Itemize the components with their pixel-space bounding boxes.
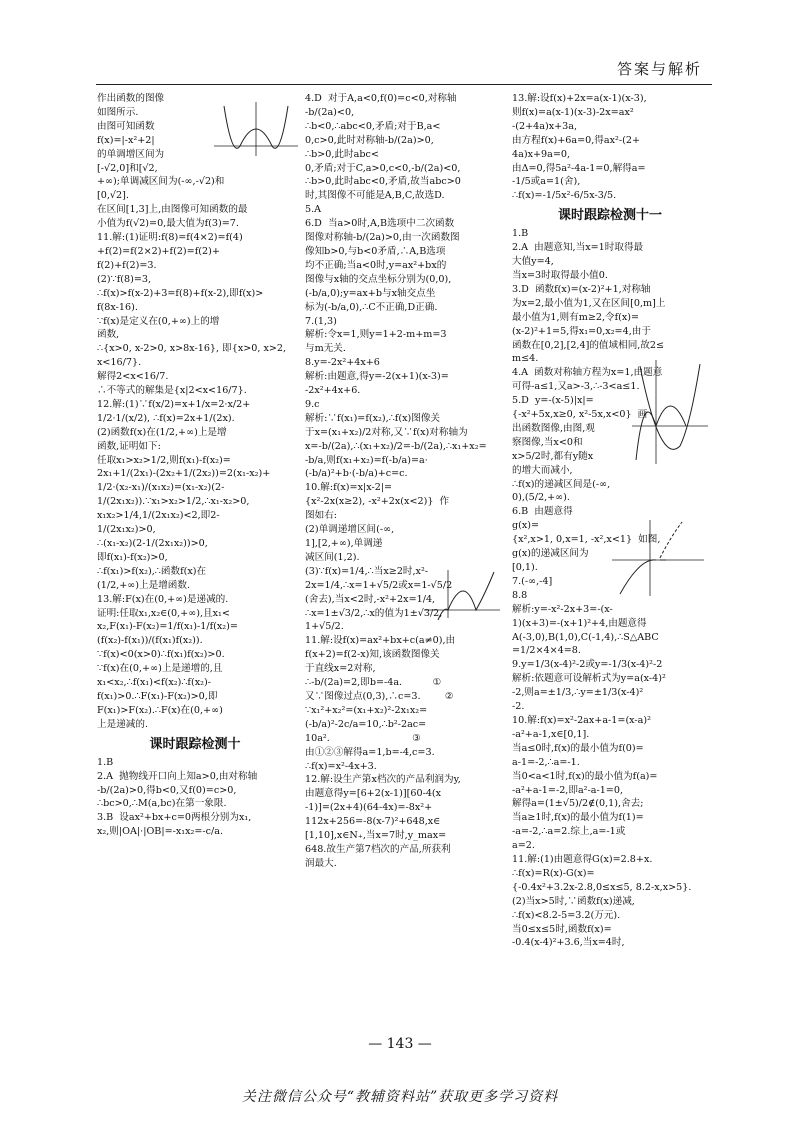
text-line: 解得a=(1±√5)/2∉(0,1),舍去; [512, 798, 644, 810]
text-line: (x-2)²+1=5,得x₁=0,x₂=4,由于 [512, 325, 651, 337]
text-line: (f(x₂)-f(x₁))/(f(x₁)f(x₂)). [97, 635, 203, 647]
text-line: 11.解:设f(x)=ax²+bx+c(a≠0),由 [305, 635, 456, 647]
text-line: a=2. [512, 840, 535, 852]
text-line: ∵f(x)<0(x>0)∴f(x₁)f(x₂)>0. [97, 649, 225, 661]
text-line: x₂,则|OA|·|OB|=-x₁x₂=-c/a. [97, 826, 224, 838]
text-line: ∵x₁²+x₂²=(x₁+x₂)²-2x₁x₂= [305, 704, 428, 716]
text-line: -b/(2a)<0, [305, 106, 355, 118]
text-line: f(x₁)>0.∴F(x₁)-F(x₂)>0,即 [97, 690, 218, 702]
text-line: 1.B [512, 228, 529, 240]
text-line: f(2)+f(2)=3. [97, 259, 157, 271]
text-line: 12.解:设生产第x档次的产品利润为y, [305, 774, 461, 786]
text-line: 由图可知函数 [97, 120, 155, 132]
text-line: -2,则a=±1/3,∴y=±1/3(x-4)² [512, 687, 644, 699]
text-line: [1,10],x∈N₊,当x=7时,y_max= [305, 830, 447, 842]
text-line: (-b/a)²-2c/a=10,∴b²-2ac= [305, 718, 427, 730]
text-line: 11.解:(1)由题意得G(x)=2.8+x. [512, 854, 653, 866]
text-line: 察图像,当x<0和 [512, 436, 583, 448]
text-line: g(x)= [512, 520, 540, 532]
text-line: 9.c [305, 398, 320, 410]
text-line: 小值为f(√2)=0,最大值为f(3)=7. [97, 218, 239, 230]
text-line: (-b/a)²+b·(-b/a)+c=c. [305, 468, 408, 480]
text-line: +f(2)=f(2×2)+f(2)=f(2)+ [97, 245, 220, 257]
text-line: 出函数图像,由图,观 [512, 422, 595, 434]
graph-abs-parabola-figure [210, 98, 302, 160]
text-line: 112x+256=-8(x-7)²+648,x∈ [305, 816, 441, 828]
text-line: 1)(x+3)=-(x+1)²+4,由题意得 [512, 617, 647, 629]
text-line: 12.解:(1)∵f(x/2)=x+1/x=2·x/2+ [97, 398, 251, 410]
text-line: ∴f(x)<8.2-5=3.2(万元). [512, 909, 621, 921]
text-line: 3.B 设ax²+bx+c=0两根分别为x₁, [97, 812, 252, 824]
text-line: 1.B [97, 756, 114, 768]
text-line: ∴不等式的解集是{x|2<x<16/7}. [97, 385, 247, 397]
text-line: 13.解:F(x)在(0,+∞)是递减的. [97, 593, 229, 605]
text-line: +∞);单调减区间为(-∞,-√2)和 [97, 176, 225, 188]
text-line: 由Δ=0,得5a²-4a-1=0,解得a= [512, 162, 646, 174]
text-line: {x²-2x(x≥2), -x²+2x(x<2)} 作 [305, 496, 450, 508]
graph-gx-figure [610, 518, 706, 598]
text-line: x₁<x₂,∴f(x₁)<f(x₂)∴f(x₂)- [97, 677, 211, 689]
text-line: [0,√2]. [97, 190, 129, 202]
text-line: 6.D 当a>0时,A,B选项中二次函数 [305, 218, 455, 230]
text-line: 2.A 由题意知,当x=1时取得最 [512, 242, 644, 254]
text-line: f(x+2)=f(2-x)知,该函数图像关 [305, 649, 440, 661]
text-line: m≤4. [512, 353, 539, 365]
text-line: 减区间(1,2). [305, 551, 360, 563]
text-line: -b/a,则f(x₁+x₂)=f(-b/a)=a· [305, 454, 428, 466]
text-line: -(2+4a)x+3a, [512, 120, 578, 132]
text-line: (2)单调递增区间(-∞, [305, 524, 395, 536]
text-line: 最小值为1,则有m≥2,令f(x)= [512, 311, 640, 323]
text-line: -2. [512, 701, 525, 713]
text-line: 解析:∵f(x₁)=f(x₂),∴f(x)图像关 [305, 412, 441, 424]
text-line: f(x)=|-x²+2| [97, 134, 155, 146]
text-line: 由①②③解得a=1,b=-4,c=3. [305, 746, 435, 758]
text-line: ∴{x>0, x-2>0, x>8x-16}, 即{x>0, x>2, x<16/7}. [97, 343, 290, 369]
text-line: 任取x₁>x₂>1/2,则f(x₁)-f(x₂)= [97, 454, 231, 466]
text-line: g(x)的递减区间为 [512, 548, 589, 560]
text-line: 可得-a≤1,又a>-3,∴-3<a≤1. [512, 381, 640, 393]
text-line: ∴x=1±√3/2,∴x的值为1±√3/2, [305, 607, 443, 619]
text-line: ∴f(x₁)>f(x₂),∴函数f(x)在 [97, 565, 207, 577]
text-line: 8.8 [512, 589, 528, 601]
text-line: 4.A 函数对称轴方程为x=1,由题意 [512, 367, 663, 379]
text-line: 时,其图像不可能是A,B,C,故选D. [305, 190, 445, 202]
text-line: x₂,F(x₁)-F(x₂)=1/f(x₁)-1/f(x₂)= [97, 621, 238, 633]
text-line: 图像与x轴的交点坐标分别为(0,0), [305, 273, 452, 285]
text-line: -0.4(x-4)²+3.6,当x=4时, [512, 937, 625, 949]
text-line: 10.解:f(x)=x²-2ax+a-1=(x-a)² [512, 714, 651, 726]
text-line: 当0≤x≤5时,函数f(x)= [512, 923, 612, 935]
text-line: x=-b/(2a),∴(x₁+x₂)/2=-b/(2a),∴x₁+x₂= [305, 440, 487, 452]
text-line: =1/2×4×4=8. [512, 645, 581, 657]
text-line: 1/2·(x₂-x₁)/(x₁x₂)=(x₁-x₂)(2- [97, 482, 225, 494]
text-line: 5.A [305, 204, 322, 216]
text-line: ∴f(x)=-1/5x²-6/5x-3/5. [512, 190, 617, 202]
text-line: 1/(2x₁x₂)).∵x₁>x₂>1/2,∴x₁-x₂>0, [97, 496, 250, 508]
text-line: (-b/a,0);y=ax+b与x轴交点坐 [305, 287, 436, 299]
text-line: ∴b>0,此时abc< [305, 148, 379, 160]
text-line: 当a≤0时,f(x)的最小值为f(0)= [512, 742, 644, 754]
text-line: ∴f(x)>f(x-2)+3=f(8)+f(x-2),即f(x)> [97, 287, 264, 299]
text-line: F(x₁)>F(x₂).∴F(x)在(0,+∞) [97, 704, 223, 716]
text-line: 证明:任取x₁,x₂∈(0,+∞),且x₁< [97, 607, 230, 619]
text-line: A(-3,0),B(1,0),C(-1,4),∴S△ABC [512, 631, 659, 643]
text-line: [-√2,0]和[√2, [97, 162, 158, 174]
section-heading: 课时跟踪检测十一 [557, 207, 662, 223]
text-line: -a=-2,∴a=2.综上,a=-1或 [512, 826, 626, 838]
text-line: 6.B 由题意得 [512, 506, 573, 518]
text-line: ∴f(x)=x²-4x+3. [305, 760, 377, 772]
column-left [97, 92, 293, 839]
text-line: 3.D 函数f(x)=(x-2)²+1,对称轴 [512, 283, 651, 295]
text-line: 作出函数的图像 [97, 93, 165, 104]
text-line: (舍去),当x<2时,-x²+2x=1/4, [305, 593, 436, 605]
text-line: 大值y=4, [512, 256, 554, 268]
text-line: 2.A 抛物线开口向上知a>0,由对称轴 [97, 770, 258, 782]
text-line: 当a≥1时,f(x)的最小值为f(1)= [512, 812, 644, 824]
text-line: x>5/2时,都有y随x [512, 450, 594, 462]
text-line: 即f(x₁)-f(x₂)>0, [97, 551, 168, 563]
text-line: -a²+a-1=-2,即a²-a-1=0, [512, 784, 624, 796]
text-line: 为x=2,最小值为1,又在区间[0,m]上 [512, 297, 666, 309]
text-line: -1)]=(2x+4)(64-4x)=-8x²+ [305, 802, 433, 814]
text-line: 上是递减的. [97, 718, 149, 730]
text-line: 0),(5/2,+∞). [512, 492, 570, 504]
text-line: {x²,x>1, 0,x=1, -x²,x<1} 如图, [512, 534, 661, 546]
text-line: 如图所示. [97, 106, 139, 118]
text-line: 在区间[1,3]上,由图像可知函数的最 [97, 204, 248, 216]
text-line: {-x²+5x,x≥0, x²-5x,x<0} 画 [512, 409, 648, 421]
text-line: (2)∵f(8)=3, [97, 273, 152, 285]
text-line: 均不正确;当a<0时,y=ax²+bx的 [305, 259, 447, 271]
text-line: 解析:令x=1,则y=1+2-m+m=3 [305, 329, 447, 341]
text-line: 4.D 对于A,a<0,f(0)=c<0,对称轴 [305, 93, 457, 104]
text-line: (2)函数f(x)在(1/2,+∞)上是增 [97, 426, 227, 438]
text-line: 当x=3时取得最小值0. [512, 269, 608, 281]
text-line: 13.解:设f(x)+2x=a(x-1)(x-3), [512, 93, 647, 104]
text-line: x₁x₂>1/4,1/(2x₁x₂)<2,即2- [97, 510, 220, 522]
section-heading: 课时跟踪检测十 [149, 735, 241, 751]
text-line: 由方程f(x)+6a=0,得ax²-(2+ [512, 134, 640, 146]
column-middle [305, 92, 501, 871]
text-line: 的单调增区间为 [97, 148, 165, 160]
text-line: ∴b>0,此时abc<0,矛盾,故当abc>0 [305, 176, 461, 188]
text-line: 于x=(x₁+x₂)/2对称,又∵f(x)对称轴为 [305, 426, 468, 438]
text-line: 4a)x+9a=0, [512, 148, 571, 160]
text-line: 1+√5/2. [305, 621, 344, 633]
text-line: 当0<a<1时,f(x)的最小值为f(a)= [512, 770, 658, 782]
text-line: 图如右: [305, 510, 338, 522]
text-line: (1/2,+∞)上是增函数. [97, 579, 191, 591]
text-line: 则f(x)=a(x-1)(x-3)-2x=ax² [512, 106, 634, 118]
text-line: (3)∵f(x)=1/4,∴当x≥2时,x²- [305, 565, 429, 577]
text-line: 于直线x=2对称, [305, 663, 376, 675]
text-line: 润最大. [305, 857, 337, 869]
text-line: ∴f(x)=R(x)-G(x)= [512, 867, 595, 879]
text-line: ∴-b/(2a)=2,即b=-4a. ① [305, 677, 442, 689]
header-title: 答案与解析 [616, 61, 702, 78]
text-line: -a²+a-1,x∈[0,1]. [512, 728, 590, 740]
text-line: ∵f(x)是定义在(0,+∞)上的增 [97, 315, 220, 327]
text-line: 函数在[0,2],[2,4]的值域相同,故2≤ [512, 339, 665, 351]
text-line: 标为(-b/a,0),∴C不正确,D正确. [305, 301, 438, 313]
text-line: 7.(1,3) [305, 315, 337, 327]
text-line: 10.解:f(x)=x|x-2|= [305, 482, 393, 494]
page-number: — 143 — [368, 1036, 432, 1052]
text-line: ∴(x₁-x₂)(2-1/(2x₁x₂))>0, [97, 538, 208, 549]
text-line: 解得2<x<16/7. [97, 371, 169, 383]
text-line: f(8x-16). [97, 301, 138, 313]
text-line: 8.y=-2x²+4x+6 [305, 357, 380, 369]
text-line: 像知b>0,与b<0矛盾,∴A,B选项 [305, 245, 446, 257]
text-line: -2x²+4x+6. [305, 385, 361, 397]
text-line: 1/(2x₁x₂)>0, [97, 524, 156, 536]
text-line: 1],[2,+∞),单调递 [305, 538, 383, 549]
text-line: -b/(2a)>0,得b<0,又f(0)=c>0, [97, 784, 237, 796]
text-line: 0,c>0,此时对称轴-b/(2a)>0, [305, 134, 434, 146]
text-line: 的增大而减小, [512, 464, 573, 476]
text-line: (2)当x>5时,∵函数f(x)递减, [512, 895, 635, 907]
text-line: 0,矛盾;对于C,a>0,c<0,-b/(2a)<0, [305, 162, 461, 174]
text-line: 函数,证明如下: [97, 440, 161, 452]
text-line: 2x=1/4,∴x=1+√5/2或x=1-√5/2 [305, 579, 453, 591]
text-line: 5.D y=-(x-5)|x|= [512, 395, 594, 407]
text-line: 解析:y=-x²-2x+3=-(x- [512, 603, 613, 615]
text-line: 又∵图像过点(0,3),∴c=3. ② [305, 690, 454, 702]
text-line: 648.故生产第7档次的产品,所获利 [305, 843, 451, 855]
text-line: 与m无关. [305, 343, 346, 355]
footer-note: 关注微信公众号“教辅资料站”获取更多学习资料 [241, 1089, 559, 1105]
text-line: 函数, [97, 329, 120, 341]
text-line: a-1=-2,∴a=-1. [512, 756, 580, 768]
header-rule [96, 84, 712, 85]
text-line: 1/2·1/(x/2), ∴f(x)=2x+1/(2x). [97, 412, 235, 424]
text-line: 7.(-∞,-4] [512, 575, 553, 587]
text-line: {-0.4x²+3.2x-2.8,0≤x≤5, 8.2-x,x>5}. [512, 881, 692, 893]
text-line: -1/5或a=1(舍), [512, 176, 581, 188]
text-line: 解析:由题意,得y=-2(x+1)(x-3)= [305, 371, 449, 383]
graph-five-x-figure [630, 356, 710, 468]
text-line: 由题意得y=[6+2(x-1)][60-4(x [305, 788, 442, 800]
text-line: 11.解:(1)证明:f(8)=f(4×2)=f(4) [97, 232, 243, 244]
text-line: ∴b<0,∴abc<0,矛盾;对于B,a< [305, 120, 441, 132]
text-line: ∴f(x)的递减区间是(-∞, [512, 478, 611, 490]
text-line: [0,1). [512, 562, 538, 573]
text-line: ∵f(x)在(0,+∞)上是递增的,且 [97, 663, 223, 675]
text-line: 2x₁+1/(2x₁)-(2x₂+1/(2x₂))=2(x₁-x₂)+ [97, 468, 271, 480]
graph-xabs-figure [420, 566, 504, 622]
text-line: ∴bc>0,∴M(a,bc)在第一象限. [97, 798, 227, 810]
text-line: 解析:依题意可设解析式为y=a(x-4)² [512, 673, 666, 685]
text-line: 10a². ③ [305, 732, 421, 744]
text-line: 9.y=1/3(x-4)²-2或y=-1/3(x-4)²-2 [512, 659, 663, 671]
text-line: 图像对称轴-b/(2a)>0,由一次函数图 [305, 232, 460, 244]
